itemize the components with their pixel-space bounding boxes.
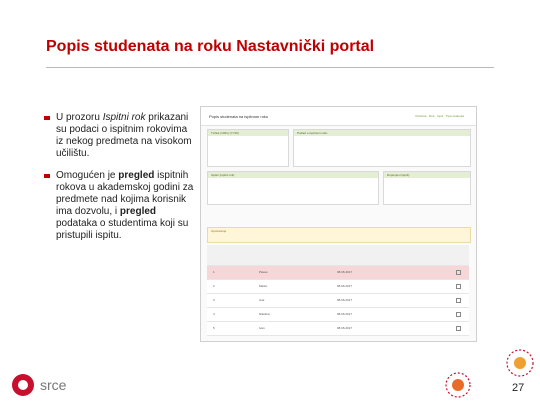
bullet-marker xyxy=(44,116,50,120)
bullet-bold: pregled xyxy=(119,206,157,217)
table-row[interactable] xyxy=(207,308,469,322)
table-header-row xyxy=(207,245,469,266)
exam-date: 08.06.2017 xyxy=(337,312,353,316)
portal-screenshot xyxy=(200,106,477,342)
row-checkbox[interactable] xyxy=(456,270,461,275)
table-row[interactable] xyxy=(207,322,469,336)
row-checkbox[interactable] xyxy=(456,312,461,317)
table-row[interactable] xyxy=(207,266,469,280)
screenshot-page-title: Popis studenata na ispitnom roku xyxy=(209,114,269,119)
page-number: 27 xyxy=(512,382,525,394)
student-name: Marko xyxy=(259,284,268,288)
row-number: 3 xyxy=(213,298,215,302)
bullet-item-review xyxy=(44,170,194,242)
row-checkbox[interactable] xyxy=(456,326,461,331)
panel-header: Ispitni (ispitni rok) xyxy=(208,172,378,178)
exam-date: 08.06.2017 xyxy=(337,326,353,330)
student-name: Ana xyxy=(259,298,265,302)
row-checkbox[interactable] xyxy=(456,298,461,303)
supplement-panel xyxy=(383,171,471,205)
bullet-rest: podataka o studentima koji su pristupili ispitu. xyxy=(56,218,189,241)
slide-title: Popis studenata na roku Nastavnički portal xyxy=(46,38,375,55)
breadcrumb[interactable]: Početna · Rok · Ispiti · Tipa studenta xyxy=(415,114,464,118)
row-number: 1 xyxy=(213,270,215,274)
bullet-list xyxy=(44,112,194,252)
bullet-bold: pregled xyxy=(118,170,155,181)
notice-panel xyxy=(207,227,471,243)
exam-date: 08.06.2017 xyxy=(337,298,353,302)
row-number: 2 xyxy=(213,284,215,288)
row-checkbox[interactable] xyxy=(456,284,461,289)
title-divider xyxy=(46,67,494,68)
exam-date: 08.06.2017 xyxy=(337,270,353,274)
bullet-mid: ispitnih rokova u akademskoj godini za predmete nad kojima korisnik ima dozvolu, i xyxy=(56,170,194,217)
student-name: Ivan xyxy=(259,326,265,330)
table-row[interactable] xyxy=(207,294,469,308)
student-name: Pavao xyxy=(259,270,268,274)
bullet-marker xyxy=(44,174,50,178)
srce-logo xyxy=(12,374,66,396)
panel-header: Dopunjeni (ispiti) xyxy=(384,172,470,178)
bullet-lead: U prozoru xyxy=(56,112,103,123)
panel-row xyxy=(208,178,378,182)
srce-logo-icon xyxy=(12,374,34,396)
notice-text: Upozorenje xyxy=(211,229,227,233)
student-name: Nikolina xyxy=(259,312,270,316)
panel-row xyxy=(294,136,470,140)
course-panel xyxy=(207,129,289,167)
panel-row xyxy=(208,136,288,140)
bullet-text xyxy=(56,112,194,160)
bullet-text xyxy=(56,170,194,242)
logo-text: srce xyxy=(40,377,67,393)
panel-header: Podaci o ispitnom roku xyxy=(294,130,470,136)
bullet-emphasis: Ispitni rok xyxy=(102,112,146,123)
bullet-item-exam-term xyxy=(44,112,194,160)
panel-header: Tvrtka (1021) (Y=30) xyxy=(208,130,288,136)
row-number: 5 xyxy=(213,326,215,330)
exam-term-panel xyxy=(207,171,379,205)
bullet-lead: Omogućen je xyxy=(56,170,119,181)
row-number: 4 xyxy=(213,312,215,316)
table-row[interactable] xyxy=(207,280,469,294)
screenshot-header xyxy=(201,107,476,126)
bullet-rest: prikazani su podaci o ispitnim rokovima iz nekog predmeta na visokom učilištu. xyxy=(56,112,192,159)
exam-date: 08.06.2017 xyxy=(337,284,353,288)
exam-info-panel xyxy=(293,129,471,167)
